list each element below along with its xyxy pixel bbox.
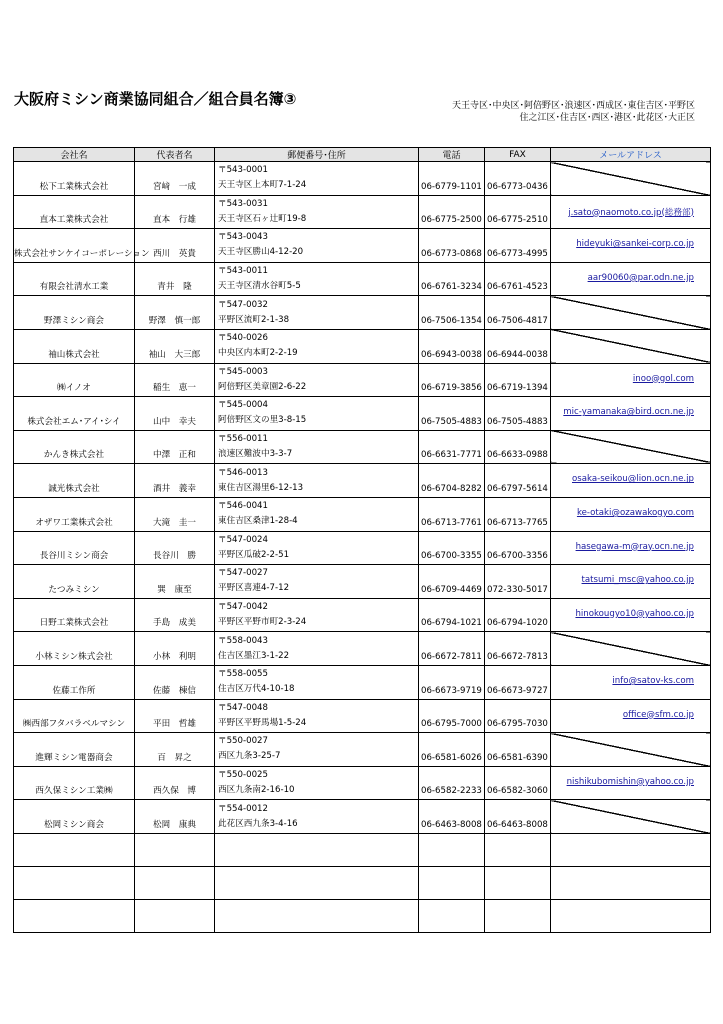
- fax-number: 06-6719-1394: [485, 363, 551, 397]
- tel-number: 06-6775-2500: [419, 195, 485, 229]
- table-header-row: [14, 148, 711, 162]
- table-row: [14, 296, 711, 330]
- address-cell: [215, 766, 419, 800]
- representative-name: 野澤 慎一郎: [135, 296, 215, 330]
- mail-cell-empty: [551, 800, 711, 834]
- table-row: [14, 800, 711, 834]
- page-title: 大阪府ミシン商業協同組合／組合員名簿③: [14, 90, 297, 108]
- col-header-tel: 電話: [419, 148, 485, 162]
- table-row: [14, 497, 711, 531]
- representative-name: 袖山 大三郎: [135, 329, 215, 363]
- col-header-mail: メールアドレス: [551, 148, 711, 162]
- fax-number: 06-6463-8008: [485, 800, 551, 834]
- table-row: [14, 464, 711, 498]
- address-cell: [215, 397, 419, 431]
- email-link[interactable]: osaka-seikou@lion.ocn.ne.jp: [572, 474, 694, 485]
- mail-cell: [551, 766, 711, 800]
- postal-code: 〒547-0024: [218, 534, 268, 545]
- fax-number: 06-6582-3060: [485, 766, 551, 800]
- company-name: 有限会社清水工業: [14, 262, 135, 296]
- company-name: 佐藤工作所: [14, 665, 135, 699]
- representative-name: 直本 行雄: [135, 195, 215, 229]
- empty-table-row: [14, 866, 711, 899]
- postal-code: 〒550-0027: [218, 736, 268, 747]
- empty-cell: [551, 833, 711, 866]
- empty-cell: [215, 899, 419, 932]
- street-address: 天王寺区清水谷町5-5: [218, 281, 301, 292]
- address-cell: [215, 329, 419, 363]
- postal-code: 〒547-0048: [218, 702, 268, 713]
- postal-code: 〒558-0043: [218, 635, 268, 646]
- table-row: [14, 733, 711, 767]
- empty-cell: [135, 833, 215, 866]
- mail-cell: [551, 229, 711, 263]
- email-link[interactable]: tatsumi_msc@yahoo.co.jp: [581, 575, 694, 586]
- company-name: 誠光株式会社: [14, 464, 135, 498]
- postal-code: 〒547-0042: [218, 602, 268, 613]
- tel-number: 06-6713-7761: [419, 497, 485, 531]
- col-header-representative: 代表者名: [135, 148, 215, 162]
- mail-cell-empty: [551, 162, 711, 196]
- representative-name: 巽 康至: [135, 565, 215, 599]
- empty-cell: [419, 833, 485, 866]
- email-link[interactable]: j.sato@naomoto.co.jp(総務部): [568, 207, 694, 218]
- street-address: 平野区喜連4-7-12: [218, 583, 290, 594]
- representative-name: 佐藤 棟信: [135, 665, 215, 699]
- street-address: 東住吉区湯里6-12-13: [218, 482, 304, 493]
- mail-cell: [551, 262, 711, 296]
- address-cell: [215, 296, 419, 330]
- company-name: 株式会社サンケイコーポレーション: [14, 229, 135, 263]
- postal-code: 〒543-0031: [218, 198, 268, 209]
- postal-code: 〒550-0025: [218, 769, 268, 780]
- company-name: たつみミシン: [14, 565, 135, 599]
- address-cell: [215, 800, 419, 834]
- fax-number: 06-6581-6390: [485, 733, 551, 767]
- tel-number: 06-6631-7771: [419, 430, 485, 464]
- representative-name: 稲生 恵一: [135, 363, 215, 397]
- email-link[interactable]: aar90060@par.odn.ne.jp: [587, 272, 694, 283]
- empty-table-row: [14, 833, 711, 866]
- postal-code: 〒547-0027: [218, 568, 268, 579]
- company-name: 野澤ミシン商会: [14, 296, 135, 330]
- company-name: かんき株式会社: [14, 430, 135, 464]
- street-address: 平野区平野馬場1-5-24: [218, 717, 307, 728]
- fax-number: 06-6795-7030: [485, 699, 551, 733]
- empty-cell: [551, 899, 711, 932]
- mail-cell: [551, 464, 711, 498]
- postal-code: 〒543-0043: [218, 232, 268, 243]
- tel-number: 06-6673-9719: [419, 665, 485, 699]
- address-cell: [215, 733, 419, 767]
- representative-name: 青井 隆: [135, 262, 215, 296]
- representative-name: 山中 幸夫: [135, 397, 215, 431]
- email-link[interactable]: office@sfm.co.jp: [622, 709, 694, 720]
- representative-name: 平田 哲雄: [135, 699, 215, 733]
- email-link[interactable]: info@satov-ks.com: [612, 675, 694, 686]
- mail-cell: [551, 195, 711, 229]
- representative-name: 西久保 博: [135, 766, 215, 800]
- table-row: [14, 430, 711, 464]
- mail-cell: [551, 665, 711, 699]
- mail-cell-empty: [551, 329, 711, 363]
- fax-number: 06-7505-4883: [485, 397, 551, 431]
- company-name: ㈱西部フタバラベルマシン: [14, 699, 135, 733]
- table-row: [14, 363, 711, 397]
- address-cell: [215, 565, 419, 599]
- email-link[interactable]: hinokougyo10@yahoo.co.jp: [575, 608, 694, 619]
- fax-number: 06-6673-9727: [485, 665, 551, 699]
- company-name: 小林ミシン株式会社: [14, 632, 135, 666]
- email-link[interactable]: inoo@gol.com: [632, 373, 694, 384]
- tel-number: 06-6581-6026: [419, 733, 485, 767]
- email-link[interactable]: hasegawa-m@ray.ocn.ne.jp: [575, 541, 694, 552]
- company-name: 袖山株式会社: [14, 329, 135, 363]
- area-list: [452, 100, 695, 124]
- postal-code: 〒547-0032: [218, 299, 268, 310]
- fax-number: 06-6794-1020: [485, 598, 551, 632]
- fax-number: 06-6797-5614: [485, 464, 551, 498]
- street-address: 浪速区難波中3-3-7: [218, 449, 293, 460]
- mail-cell: [551, 531, 711, 565]
- company-name: 松下工業株式会社: [14, 162, 135, 196]
- fax-number: 06-6633-0988: [485, 430, 551, 464]
- tel-number: 06-6700-3355: [419, 531, 485, 565]
- address-cell: [215, 162, 419, 196]
- representative-name: 大滝 圭一: [135, 497, 215, 531]
- mail-cell-empty: [551, 632, 711, 666]
- company-name: 株式会社エム･アイ･シイ: [14, 397, 135, 431]
- company-name: オザワ工業株式会社: [14, 497, 135, 531]
- street-address: 東住吉区桑津1-28-4: [218, 516, 298, 527]
- postal-code: 〒546-0041: [218, 501, 268, 512]
- member-roster-table: [13, 147, 711, 933]
- empty-cell: [14, 866, 135, 899]
- fax-number: 06-6713-7765: [485, 497, 551, 531]
- mail-cell: [551, 699, 711, 733]
- empty-cell: [215, 833, 419, 866]
- empty-cell: [215, 866, 419, 899]
- table-row: [14, 598, 711, 632]
- postal-code: 〒543-0011: [218, 266, 268, 277]
- address-cell: [215, 497, 419, 531]
- table-row: [14, 397, 711, 431]
- empty-cell: [135, 899, 215, 932]
- mail-cell: [551, 497, 711, 531]
- representative-name: 中澤 正和: [135, 430, 215, 464]
- address-cell: [215, 632, 419, 666]
- representative-name: 松岡 康典: [135, 800, 215, 834]
- fax-number: 06-6700-3356: [485, 531, 551, 565]
- tel-number: 06-6719-3856: [419, 363, 485, 397]
- tel-number: 06-6794-1021: [419, 598, 485, 632]
- table-row: [14, 699, 711, 733]
- mail-cell: [551, 363, 711, 397]
- email-link[interactable]: nishikubomishin@yahoo.co.jp: [566, 776, 694, 787]
- table-row: [14, 766, 711, 800]
- email-link[interactable]: mic-yamanaka@bird.ocn.ne.jp: [563, 407, 694, 418]
- representative-name: 百 昇之: [135, 733, 215, 767]
- table-row: [14, 262, 711, 296]
- company-name: ㈱イノオ: [14, 363, 135, 397]
- tel-number: 06-6795-7000: [419, 699, 485, 733]
- mail-cell: [551, 397, 711, 431]
- postal-code: 〒558-0055: [218, 669, 268, 680]
- postal-code: 〒554-0012: [218, 803, 268, 814]
- email-link[interactable]: hideyuki@sankei-corp.co.jp: [576, 239, 694, 250]
- tel-number: 06-7505-4883: [419, 397, 485, 431]
- fax-number: 06-6672-7813: [485, 632, 551, 666]
- tel-number: 06-6672-7811: [419, 632, 485, 666]
- col-header-fax: FAX: [485, 148, 551, 162]
- street-address: 住吉区万代4-10-18: [218, 684, 295, 695]
- street-address: 中央区内本町2-2-19: [218, 348, 298, 359]
- table-row: [14, 665, 711, 699]
- company-name: 西久保ミシン工業㈱: [14, 766, 135, 800]
- mail-cell: [551, 565, 711, 599]
- empty-cell: [14, 833, 135, 866]
- address-cell: [215, 464, 419, 498]
- fax-number: 072-330-5017: [485, 565, 551, 599]
- company-name: 直本工業株式会社: [14, 195, 135, 229]
- representative-name: 手島 成美: [135, 598, 215, 632]
- tel-number: 06-6943-0038: [419, 329, 485, 363]
- empty-cell: [485, 899, 551, 932]
- fax-number: 06-6944-0038: [485, 329, 551, 363]
- empty-cell: [135, 866, 215, 899]
- street-address: 天王寺区石ヶ辻町19-8: [218, 213, 307, 224]
- empty-cell: [419, 899, 485, 932]
- representative-name: 西川 英貴: [135, 229, 215, 263]
- company-name: 日野工業株式会社: [14, 598, 135, 632]
- street-address: 天王寺区上本町7-1-24: [218, 180, 307, 191]
- tel-number: 06-6773-0868: [419, 229, 485, 263]
- address-cell: [215, 430, 419, 464]
- address-cell: [215, 531, 419, 565]
- empty-cell: [485, 833, 551, 866]
- table-row: [14, 565, 711, 599]
- postal-code: 〒545-0003: [218, 366, 268, 377]
- tel-number: 06-6761-3234: [419, 262, 485, 296]
- street-address: 阿倍野区文の里3-8-15: [218, 415, 307, 426]
- company-name: 進輝ミシン電器商会: [14, 733, 135, 767]
- table-row: [14, 329, 711, 363]
- mail-cell: [551, 598, 711, 632]
- table-row: [14, 531, 711, 565]
- table-row: [14, 632, 711, 666]
- col-header-company: 会社名: [14, 148, 135, 162]
- tel-number: 06-6779-1101: [419, 162, 485, 196]
- street-address: 平野区流町2-1-38: [218, 314, 290, 325]
- fax-number: 06-6773-0436: [485, 162, 551, 196]
- street-address: 此花区西九条3-4-16: [218, 818, 298, 829]
- email-link[interactable]: ke-otaki@ozawakogyo.com: [576, 507, 694, 518]
- representative-name: 宮﨑 一成: [135, 162, 215, 196]
- street-address: 阿倍野区美章園2-6-22: [218, 381, 307, 392]
- table-row: [14, 195, 711, 229]
- fax-number: 06-7506-4817: [485, 296, 551, 330]
- empty-cell: [485, 866, 551, 899]
- empty-cell: [419, 866, 485, 899]
- street-address: 住吉区墨江3-1-22: [218, 650, 290, 661]
- address-cell: [215, 195, 419, 229]
- street-address: 平野区瓜破2-2-51: [218, 549, 290, 560]
- table-row: [14, 162, 711, 196]
- tel-number: 06-6463-8008: [419, 800, 485, 834]
- empty-table-row: [14, 899, 711, 932]
- empty-cell: [14, 899, 135, 932]
- representative-name: 長谷川 勝: [135, 531, 215, 565]
- address-cell: [215, 665, 419, 699]
- address-cell: [215, 363, 419, 397]
- mail-cell-empty: [551, 733, 711, 767]
- postal-code: 〒545-0004: [218, 400, 268, 411]
- address-cell: [215, 229, 419, 263]
- street-address: 平野区平野市町2-3-24: [218, 617, 307, 628]
- postal-code: 〒546-0013: [218, 467, 268, 478]
- mail-cell-empty: [551, 430, 711, 464]
- col-header-address: 郵便番号･住所: [215, 148, 419, 162]
- street-address: 西区九条3-25-7: [218, 751, 281, 762]
- address-cell: [215, 699, 419, 733]
- fax-number: 06-6761-4523: [485, 262, 551, 296]
- tel-number: 06-6704-8282: [419, 464, 485, 498]
- company-name: 長谷川ミシン商会: [14, 531, 135, 565]
- representative-name: 酒井 義幸: [135, 464, 215, 498]
- tel-number: 06-6582-2233: [419, 766, 485, 800]
- address-cell: [215, 262, 419, 296]
- tel-number: 06-6709-4469: [419, 565, 485, 599]
- area-list-line-1: 天王寺区･中央区･阿倍野区･浪速区･西成区･東住吉区･平野区: [451, 101, 695, 111]
- representative-name: 小林 利明: [135, 632, 215, 666]
- area-list-line-2: 住之江区･住吉区･西区･港区･此花区･大正区: [519, 113, 695, 123]
- postal-code: 〒556-0011: [218, 434, 268, 445]
- street-address: 天王寺区勝山4-12-20: [218, 247, 304, 258]
- tel-number: 06-7506-1354: [419, 296, 485, 330]
- fax-number: 06-6775-2510: [485, 195, 551, 229]
- mail-cell-empty: [551, 296, 711, 330]
- fax-number: 06-6773-4995: [485, 229, 551, 263]
- address-cell: [215, 598, 419, 632]
- street-address: 西区九条南2-16-10: [218, 784, 295, 795]
- table-row: [14, 229, 711, 263]
- company-name: 松岡ミシン商会: [14, 800, 135, 834]
- postal-code: 〒540-0026: [218, 333, 268, 344]
- empty-cell: [551, 866, 711, 899]
- postal-code: 〒543-0001: [218, 165, 268, 176]
